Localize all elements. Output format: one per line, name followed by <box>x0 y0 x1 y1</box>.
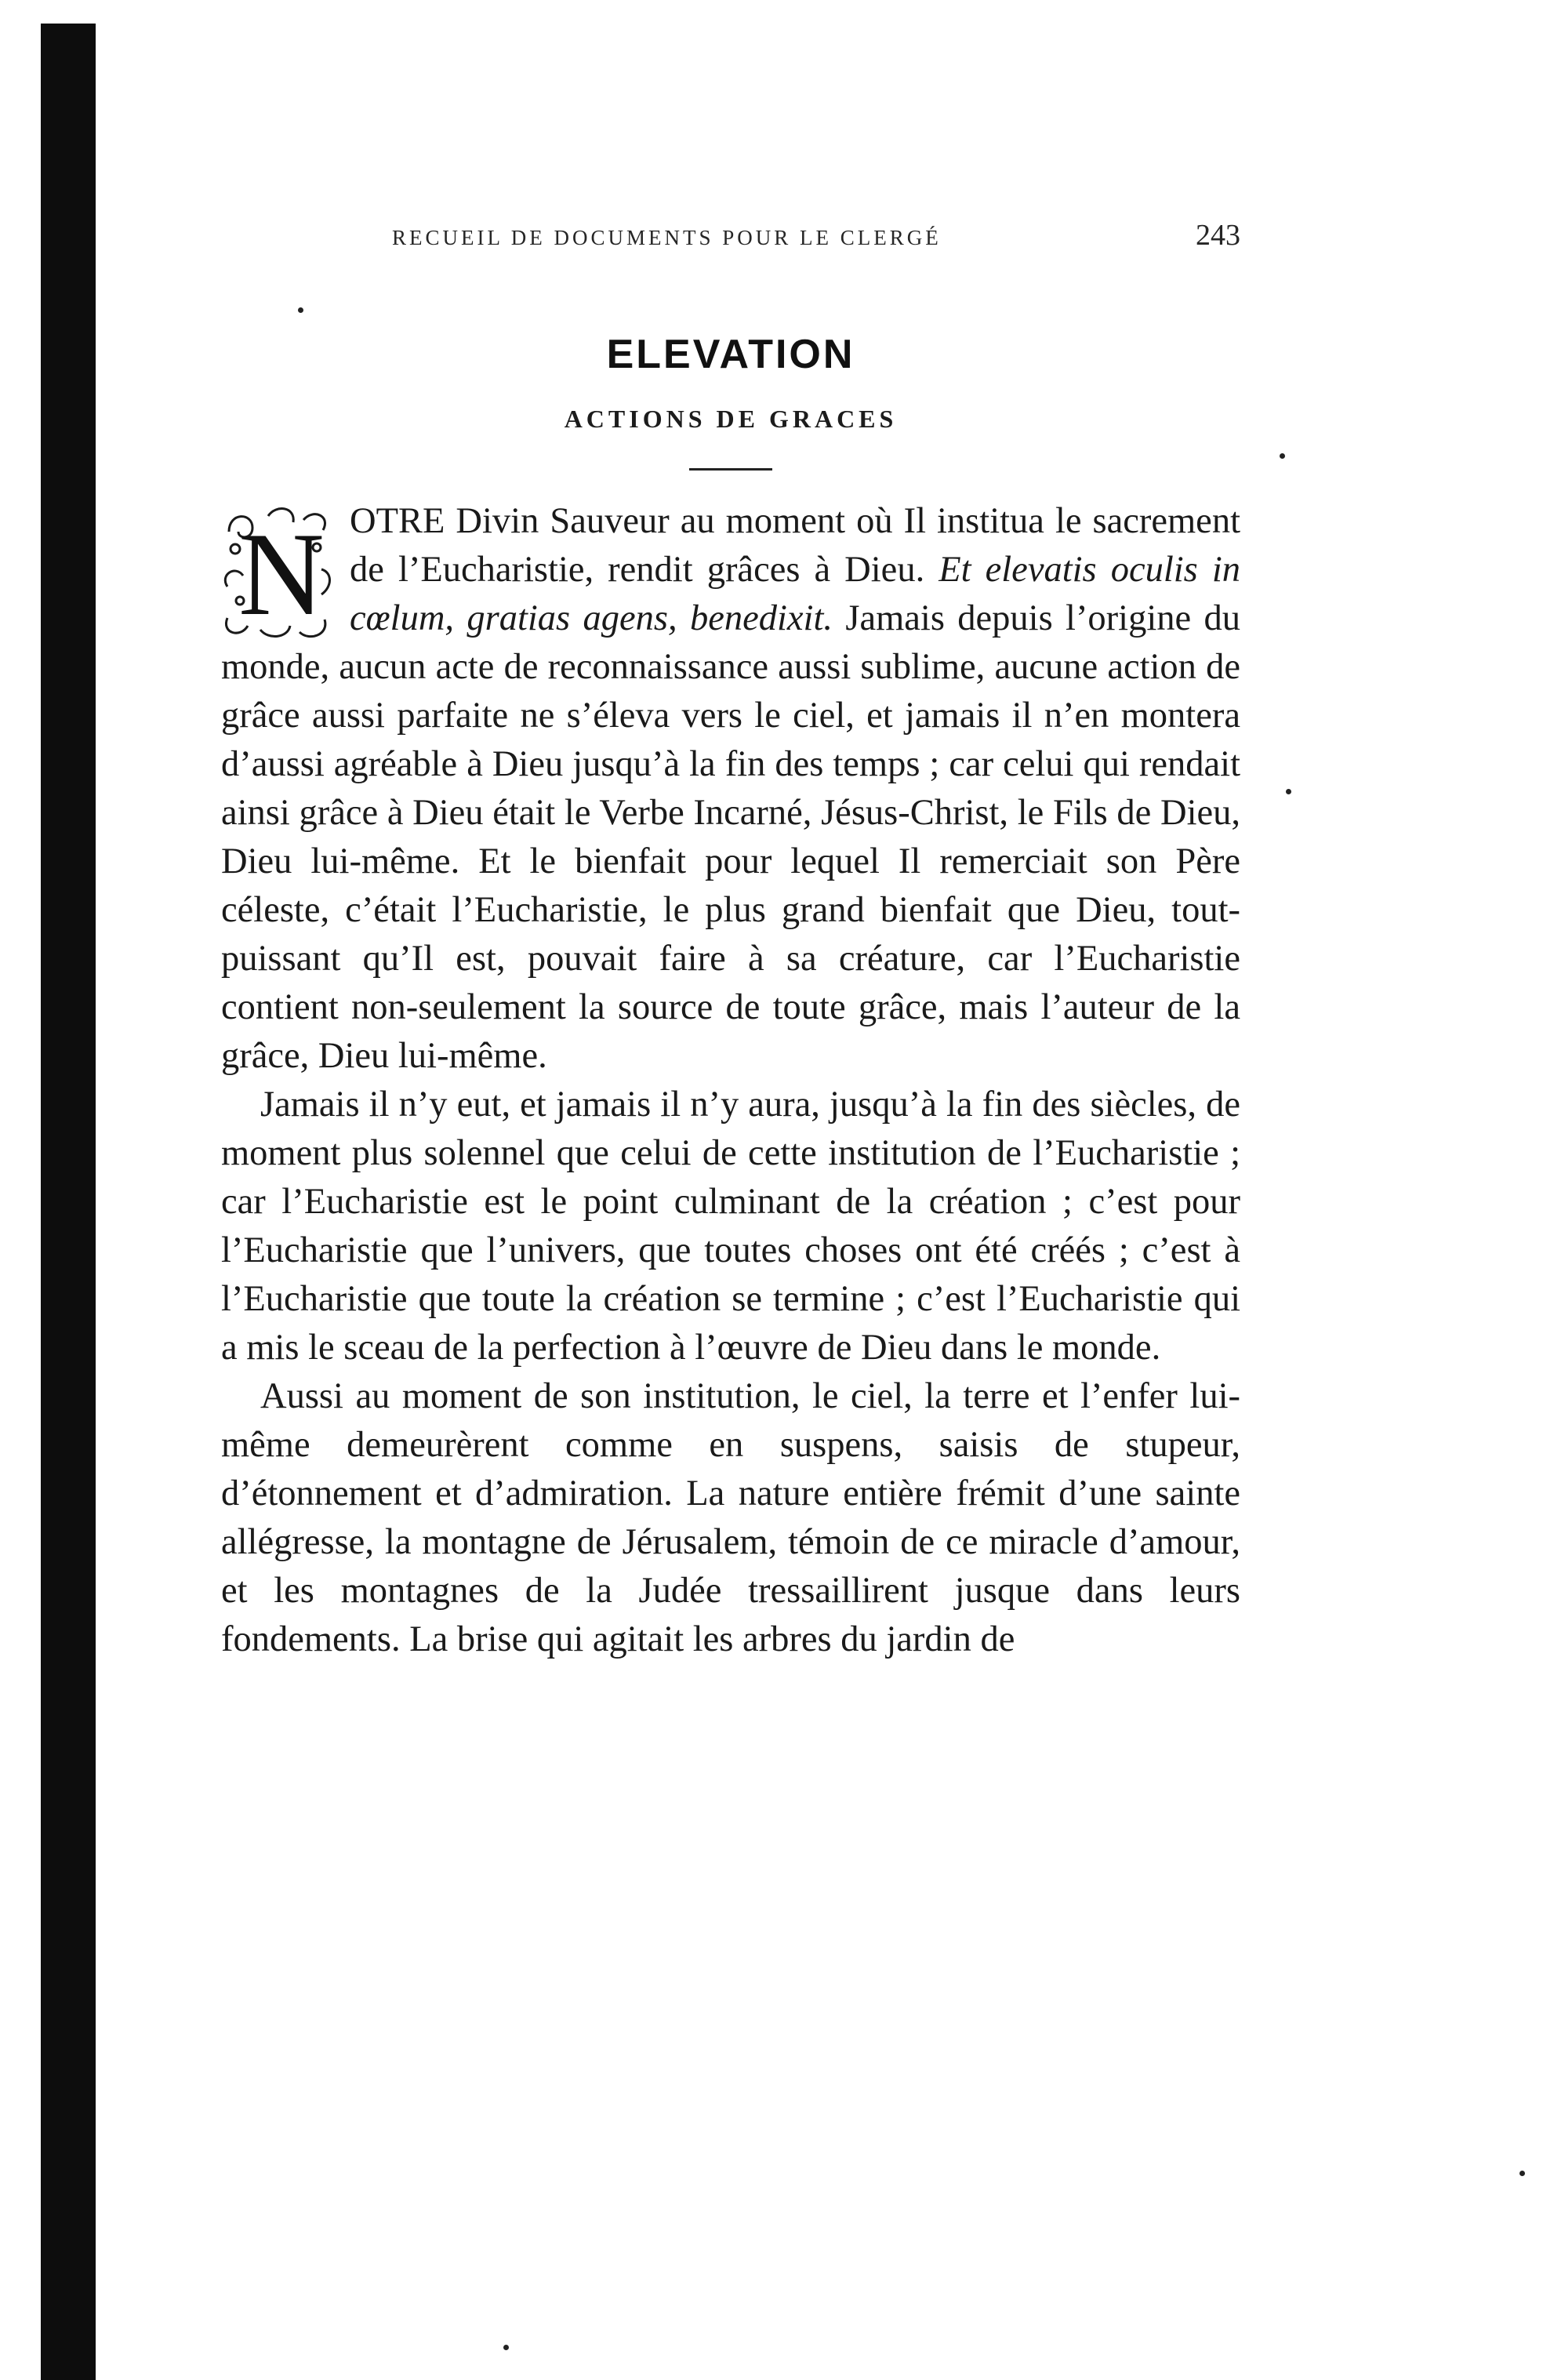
paragraph-3: Aussi au moment de son institution, le ciel, la terre et l’enfer lui-même demeurèrent comme en suspens, saisis de stupeur, d’étonnement et d’admiration. La nature entière frémit d’une sainte allégresse, la montagne de Jérusalem, témoin de ce miracle d’amour, et les montagnes de la Judée tressaillirent jusque dans leurs fondements. La brise qui agitait les arbres du jardin de <box>221 1376 1240 1659</box>
paragraph-2: Jamais il n’y eut, et jamais il n’y aura, jusqu’à la fin des siècles, de moment plus solennel que celui de cette institution de l’Eucharistie ; car l’Eucharistie est le point culminant de la création ; c’est pour l’Eucharistie que l’univers, que toutes choses ont été créés ; c’est à l’Eucharistie que toute la création se termine ; c’est l’Eucharistie qui a mis le sceau de la perfection à l’œuvre de Dieu dans le monde. <box>221 1085 1240 1368</box>
section-title: ELEVATION <box>606 332 855 377</box>
latin-quotation: Et elevatis oculis in cœlum, gratias agens, benedixit. <box>350 550 1240 638</box>
ornamental-initial-icon <box>221 500 336 641</box>
text-run: Divin Sauveur au moment où Il institua le sacrement de l’Eucharistie, rendit grâces à Dieu. <box>350 501 1240 590</box>
initial-letter: N <box>238 508 325 640</box>
title-divider <box>689 468 772 471</box>
initial-word-rest: OTRE <box>350 501 445 541</box>
scan-speck <box>1286 789 1291 794</box>
section-subtitle: ACTIONS DE GRACES <box>564 405 898 433</box>
running-header <box>221 212 1240 259</box>
scan-binding-edge <box>41 24 96 2380</box>
book-page <box>221 212 1240 1664</box>
page-number: 243 <box>1196 219 1240 252</box>
body-text <box>221 497 1240 1664</box>
running-title: RECUEIL DE DOCUMENTS POUR LE CLERGÉ <box>392 226 942 249</box>
scan-speck <box>1280 453 1285 459</box>
text-run: Jamais depuis l’origine du monde, aucun acte de reconnaissance aussi sublime, aucune action de grâce aussi parfaite ne s’éleva vers le ciel, et jamais il n’en montera d’aussi agréable à Dieu jusqu’à la fin des temps ; car celui qui rendait ainsi grâce à Dieu était le Verbe Incarné, Jésus-Christ, le Fils de Dieu, Dieu lui-même. Et le bienfait pour lequel Il remerciait son Père céleste, c’était l’Eucharistie, le plus grand bienfait que Dieu, tout-puissant qu’Il est, pouvait faire à sa créature, car l’Eucharistie contient non-seulement la source de toute grâce, mais l’auteur de la grâce, Dieu lui-même. <box>221 598 1240 1076</box>
scan-speck <box>503 2345 509 2350</box>
scan-speck <box>1519 2171 1525 2176</box>
paragraph-1 <box>221 497 1240 1081</box>
